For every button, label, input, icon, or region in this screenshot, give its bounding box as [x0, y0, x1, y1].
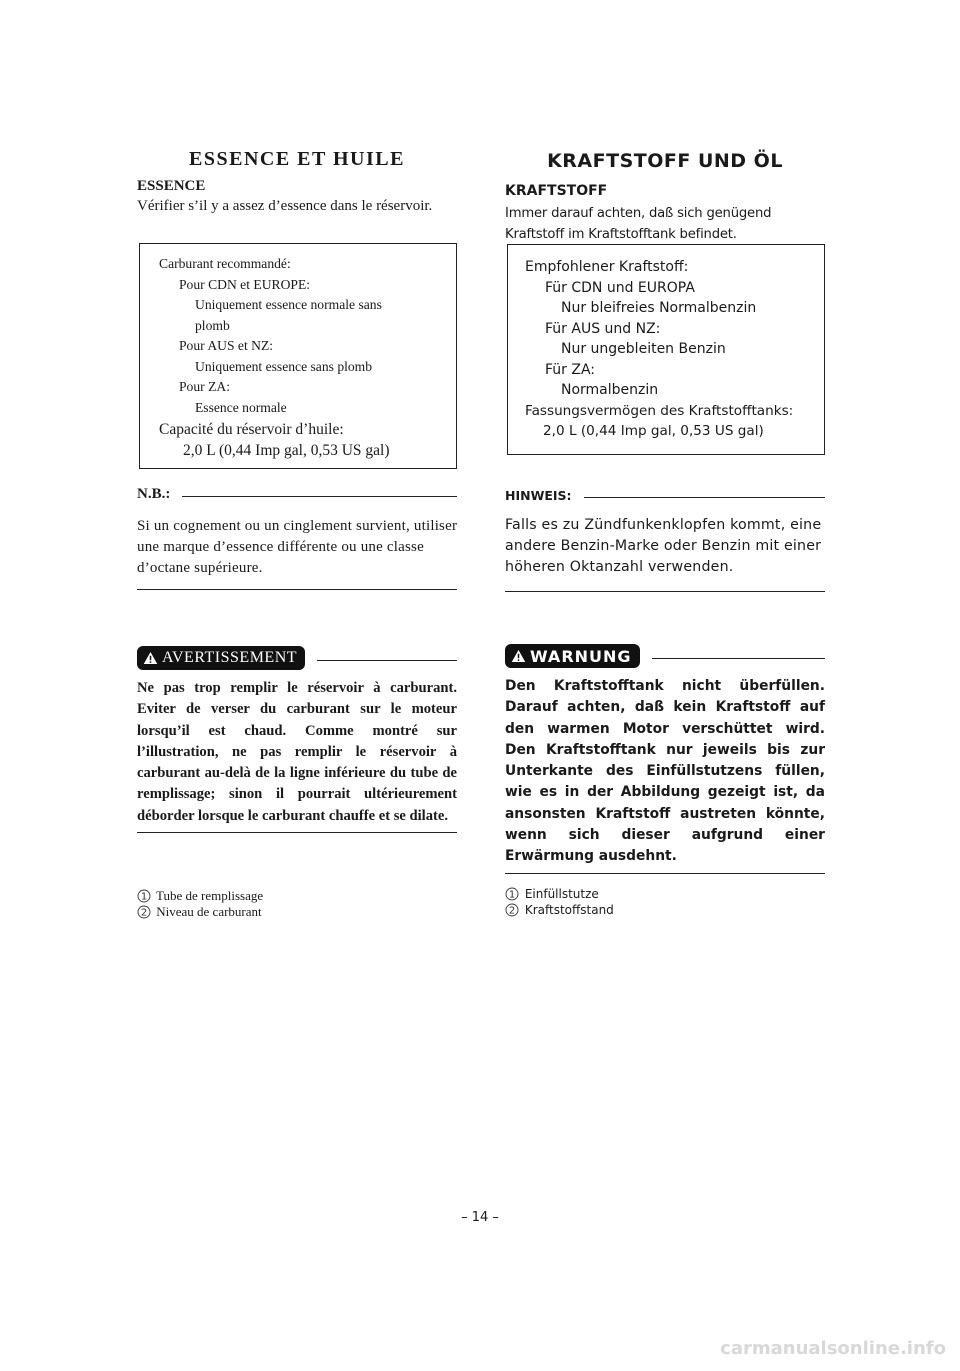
note-header: [505, 488, 825, 503]
legend-item: [505, 886, 825, 902]
note-text: Falls es zu Zündfunkenklopfen kommt, eine andere Benzin-Marke oder Benzin mit einer höheren Oktanzahl verwenden.: [505, 517, 822, 575]
legend-label: Kraftstoffstand: [524, 903, 614, 917]
spec-heading: Carburant recommandé:: [159, 256, 291, 271]
spec-fuel: Normalbenzin: [561, 382, 659, 398]
warning-triangle-icon: [511, 649, 526, 663]
divider: [137, 589, 457, 590]
note-label: HINWEIS:: [505, 488, 572, 503]
spec-region: Für ZA:: [545, 361, 596, 378]
page-number: – 14 –: [461, 1210, 499, 1225]
spec-region: Pour CDN et EUROPE:: [179, 276, 311, 292]
circled-number-icon: [505, 902, 521, 918]
warning-badge: [137, 646, 305, 670]
divider: [182, 496, 457, 497]
fuel-spec-box: [139, 243, 457, 469]
section-title: KRAFTSTOFF UND ÖL: [547, 150, 783, 172]
capacity-value: 2,0 L (0,44 Imp gal, 0,53 US gal): [543, 423, 764, 439]
legend-label: Niveau de carburant: [156, 904, 262, 919]
divider: [584, 497, 825, 498]
note-text: Si un cognement ou un cinglement survient, utiliser une marque d’essence différente ou une classe d’octane supérieure.: [137, 518, 458, 576]
warning-text: Den Kraftstofftank nicht überfüllen. Darauf achten, daß kein Kraftstoff auf den warmen Motor verschüttet wird. Den Kraftstofftank nur jeweils bis zur Unterkante des Einfüllstutzens füllen, wie es in der Abbildung gezeigt ist, da ansonsten Kraftstoff austreten könnte, wenn sich dieser aufgrund einer Erwärmung ausdehnt.: [505, 678, 825, 865]
spec-fuel: Nur bleifreies Normalbenzin: [561, 300, 757, 316]
circled-number-icon: [505, 886, 521, 902]
svg-text:2: 2: [140, 907, 148, 919]
spec-fuel: Uniquement essence sans plomb: [195, 358, 373, 374]
subsection-heading: KRAFTSTOFF: [505, 183, 608, 199]
note-label: N.B.:: [137, 486, 171, 502]
svg-text:1: 1: [140, 891, 148, 903]
spec-fuel: Essence normale: [195, 399, 287, 415]
section-title: ESSENCE ET HUILE: [189, 148, 405, 170]
spec-fuel: Uniquement essence normale sans: [195, 297, 382, 312]
divider: [317, 660, 457, 661]
legend-item: [137, 904, 457, 920]
fuel-spec-box: [507, 244, 825, 455]
capacity-label: Capacité du réservoir d’huile:: [159, 421, 344, 438]
warning-header: [505, 644, 825, 668]
capacity-value: 2,0 L (0,44 Imp gal, 0,53 US gal): [183, 441, 390, 459]
legend-item: [505, 902, 825, 918]
capacity-label: Fassungsvermögen des Kraftstofftanks:: [525, 402, 794, 419]
note-header: [137, 486, 457, 503]
spec-heading: Empfohlener Kraftstoff:: [525, 259, 689, 275]
spec-fuel: plomb: [195, 317, 230, 333]
spec-region: Für CDN und EUROPA: [545, 279, 695, 296]
circled-number-icon: [137, 904, 153, 920]
spec-fuel: Nur ungebleiten Benzin: [561, 341, 726, 357]
circled-number-icon: [137, 888, 153, 904]
spec-region: Für AUS und NZ:: [545, 320, 661, 337]
subsection-heading: ESSENCE: [137, 178, 206, 194]
intro-paragraph: Vérifier s’il y a assez d’essence dans le réservoir.: [137, 198, 433, 214]
svg-text:1: 1: [508, 889, 516, 901]
figure-legend: [505, 886, 825, 918]
warning-label: AVERTISSEMENT: [162, 649, 298, 666]
divider: [505, 873, 825, 874]
divider: [137, 832, 457, 833]
watermark: carmanualsonline.info: [720, 1338, 946, 1359]
warning-text: Ne pas trop remplir le réservoir à carburant. Eviter de verser du carburant sur le moteur lorsqu’il est chaud. Comme montré sur l’illustration, ne pas remplir le réservoir à carburant au-delà de la ligne inférieure du tube de remplissage; sinon il pourrait ultérieurement déborder lorsque le carburant chauffe et se dilate.: [137, 680, 457, 824]
legend-label: Tube de remplissage: [156, 888, 264, 903]
warning-badge: [505, 644, 640, 668]
divider: [652, 658, 825, 659]
figure-legend: [137, 888, 457, 920]
warning-label: WARNUNG: [530, 646, 632, 666]
warning-header: [137, 646, 457, 670]
svg-text:2: 2: [508, 905, 516, 917]
warning-triangle-icon: [143, 651, 158, 665]
spec-region: Pour ZA:: [179, 379, 230, 394]
intro-paragraph: Immer darauf achten, daß sich genügend Kraftstoff im Kraftstofftank befindet.: [505, 206, 772, 242]
legend-item: [137, 888, 457, 904]
divider: [505, 591, 825, 592]
spec-region: Pour AUS et NZ:: [179, 338, 274, 353]
legend-label: Einfüllstutze: [524, 887, 599, 901]
